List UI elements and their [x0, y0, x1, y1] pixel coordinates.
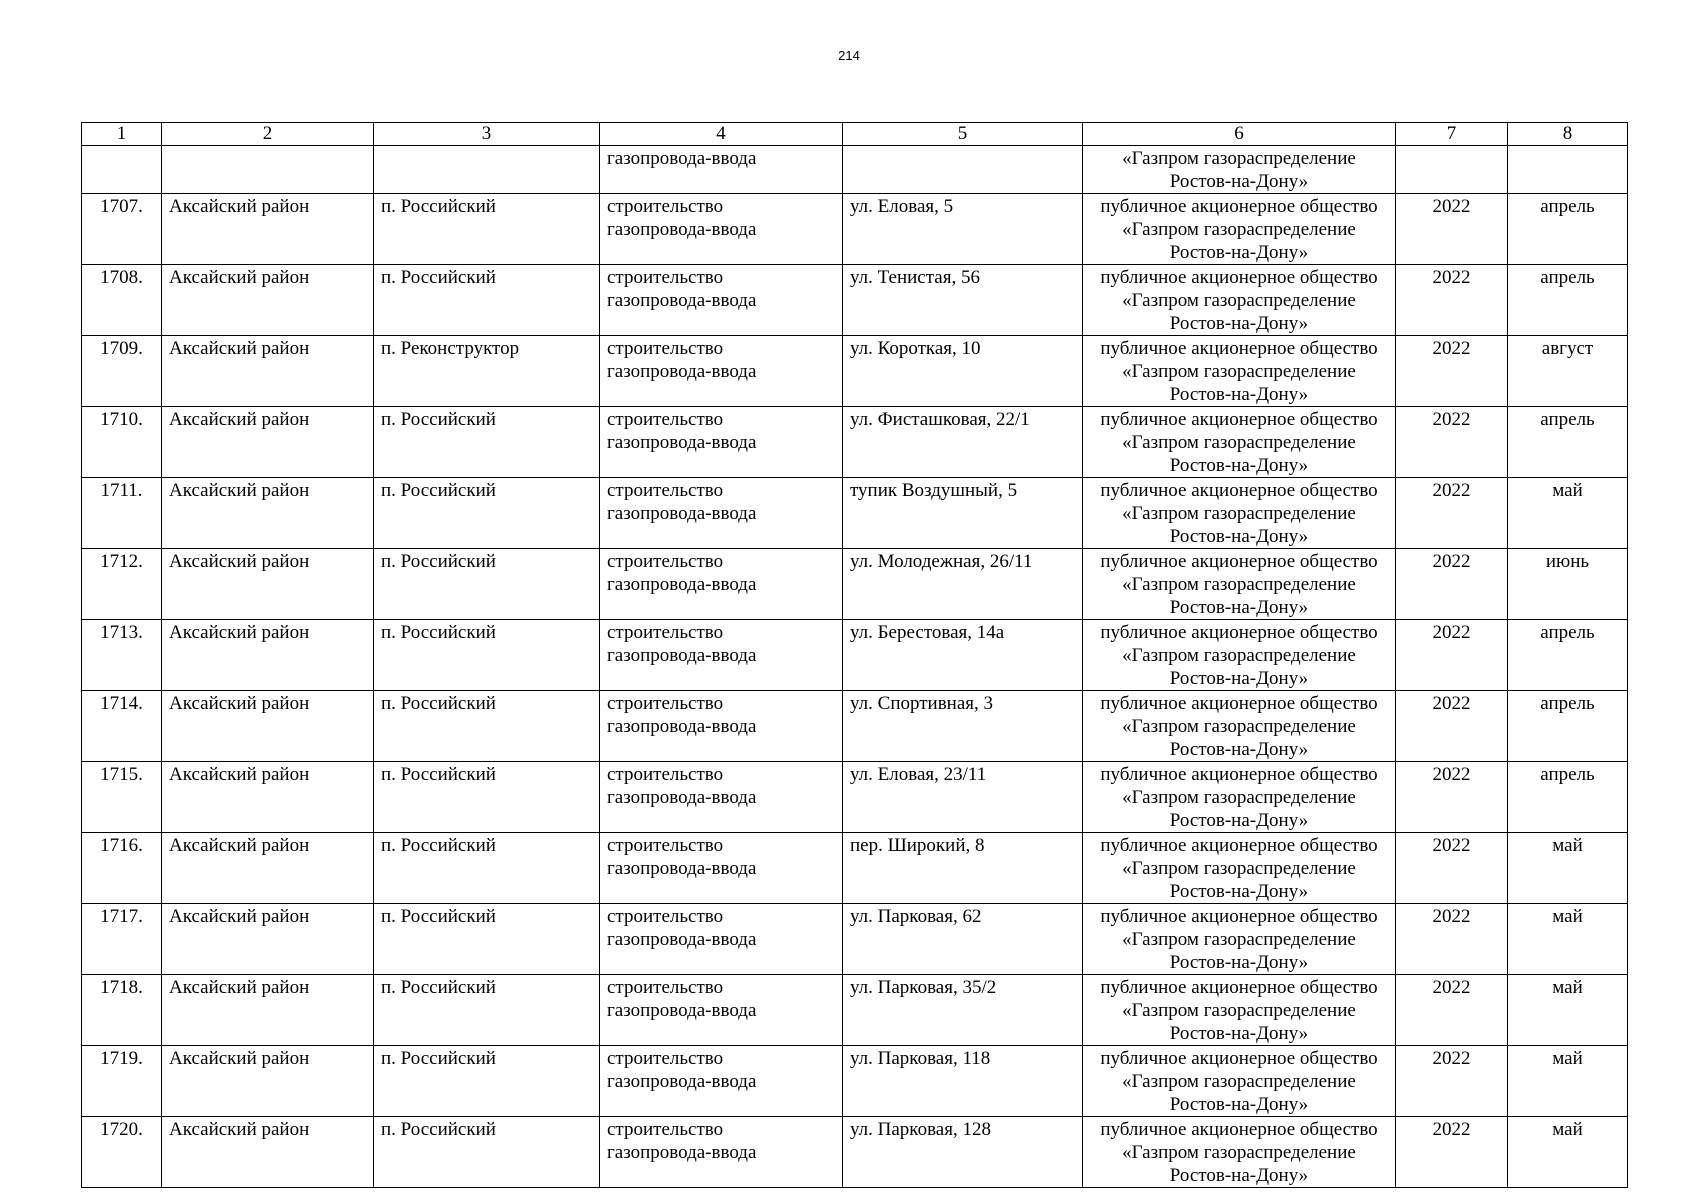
row-number-cell: 1711. — [82, 478, 162, 549]
month-cell: апрель — [1508, 620, 1628, 691]
table-row — [82, 904, 1628, 975]
work-cell-line: газопровода-ввода — [607, 716, 757, 737]
organization-cell — [1083, 620, 1396, 691]
page-number: 214 — [838, 48, 860, 63]
work-cell — [600, 336, 843, 407]
year-cell: 2022 — [1396, 1046, 1508, 1117]
year-cell: 2022 — [1396, 194, 1508, 265]
organization-cell-line: публичное акционерное общество — [1100, 267, 1378, 288]
organization-cell — [1083, 336, 1396, 407]
organization-cell — [1083, 1117, 1396, 1188]
address-cell: ул. Молодежная, 26/11 — [843, 549, 1083, 620]
district-cell — [162, 146, 374, 194]
year-cell: 2022 — [1396, 407, 1508, 478]
organization-cell-line: «Газпром газораспределение — [1122, 432, 1356, 453]
row-number-cell: 1709. — [82, 336, 162, 407]
organization-cell — [1083, 194, 1396, 265]
settlement-cell: п. Российский — [374, 1046, 600, 1117]
address-cell — [843, 146, 1083, 194]
organization-cell-line: публичное акционерное общество — [1100, 1119, 1378, 1140]
work-cell-line: строительство — [607, 267, 724, 288]
row-number-cell: 1708. — [82, 265, 162, 336]
organization-cell-line: Ростов-на-Дону» — [1169, 952, 1309, 973]
work-cell-line: строительство — [607, 622, 724, 643]
row-number-cell: 1720. — [82, 1117, 162, 1188]
organization-cell-line: Ростов-на-Дону» — [1169, 881, 1309, 902]
month-cell: май — [1508, 904, 1628, 975]
settlement-cell: п. Реконструктор — [374, 336, 600, 407]
table-row — [82, 194, 1628, 265]
work-cell-line: газопровода-ввода — [607, 645, 757, 666]
organization-cell-line: Ростов-на-Дону» — [1169, 455, 1309, 476]
table-row — [82, 336, 1628, 407]
organization-cell — [1083, 691, 1396, 762]
district-cell: Аксайский район — [162, 194, 374, 265]
column-header-6: 6 — [1083, 123, 1396, 146]
year-cell: 2022 — [1396, 549, 1508, 620]
work-cell-line: газопровода-ввода — [607, 1071, 757, 1092]
settlement-cell: п. Российский — [374, 833, 600, 904]
work-cell — [600, 833, 843, 904]
work-cell-line: строительство — [607, 480, 724, 501]
month-cell: апрель — [1508, 691, 1628, 762]
district-cell: Аксайский район — [162, 691, 374, 762]
work-cell — [600, 146, 843, 194]
district-cell: Аксайский район — [162, 265, 374, 336]
work-cell-line: строительство — [607, 835, 724, 856]
organization-cell — [1083, 407, 1396, 478]
organization-cell-line: публичное акционерное общество — [1100, 338, 1378, 359]
month-cell: июнь — [1508, 549, 1628, 620]
year-cell: 2022 — [1396, 904, 1508, 975]
row-number-cell: 1715. — [82, 762, 162, 833]
column-header-2: 2 — [162, 123, 374, 146]
district-cell: Аксайский район — [162, 762, 374, 833]
work-cell — [600, 691, 843, 762]
table-row — [82, 833, 1628, 904]
year-cell: 2022 — [1396, 833, 1508, 904]
work-cell-line: строительство — [607, 338, 724, 359]
month-cell: май — [1508, 478, 1628, 549]
settlement-cell: п. Российский — [374, 620, 600, 691]
address-cell: ул. Парковая, 35/2 — [843, 975, 1083, 1046]
organization-cell-line: «Газпром газораспределение — [1122, 1000, 1356, 1021]
month-cell — [1508, 146, 1628, 194]
work-cell-line: строительство — [607, 551, 724, 572]
work-cell-line: газопровода-ввода — [607, 574, 757, 595]
district-cell: Аксайский район — [162, 1117, 374, 1188]
work-cell-line: газопровода-ввода — [607, 1000, 757, 1021]
row-number-cell: 1717. — [82, 904, 162, 975]
settlement-cell: п. Российский — [374, 1117, 600, 1188]
organization-cell-line: «Газпром газораспределение — [1122, 929, 1356, 950]
table-header — [82, 123, 1628, 146]
address-cell: ул. Парковая, 128 — [843, 1117, 1083, 1188]
work-cell-line: строительство — [607, 977, 724, 998]
organization-cell-line: «Газпром газораспределение — [1122, 787, 1356, 808]
month-cell: май — [1508, 833, 1628, 904]
table-row — [82, 1117, 1628, 1188]
organization-cell-line: «Газпром газораспределение — [1122, 858, 1356, 879]
header-row — [82, 123, 1628, 146]
year-cell: 2022 — [1396, 265, 1508, 336]
work-cell-line: строительство — [607, 764, 724, 785]
work-cell-line: газопровода-ввода — [607, 361, 757, 382]
table-row — [82, 975, 1628, 1046]
organization-cell-line: публичное акционерное общество — [1100, 835, 1378, 856]
organization-cell — [1083, 762, 1396, 833]
table-row — [82, 1046, 1628, 1117]
month-cell: май — [1508, 1046, 1628, 1117]
work-cell-line: газопровода-ввода — [607, 858, 757, 879]
organization-cell-line: Ростов-на-Дону» — [1169, 739, 1309, 760]
organization-cell — [1083, 146, 1396, 194]
column-header-3: 3 — [374, 123, 600, 146]
organization-cell — [1083, 833, 1396, 904]
month-cell: август — [1508, 336, 1628, 407]
organization-cell-line: публичное акционерное общество — [1100, 906, 1378, 927]
table-row — [82, 478, 1628, 549]
organization-cell-line: публичное акционерное общество — [1100, 977, 1378, 998]
month-cell: май — [1508, 1117, 1628, 1188]
month-cell: апрель — [1508, 407, 1628, 478]
month-cell: май — [1508, 975, 1628, 1046]
work-cell-line: строительство — [607, 196, 724, 217]
year-cell: 2022 — [1396, 336, 1508, 407]
organization-cell-line: публичное акционерное общество — [1100, 1048, 1378, 1069]
organization-cell-line: «Газпром газораспределение — [1122, 1142, 1356, 1163]
table-row — [82, 691, 1628, 762]
year-cell: 2022 — [1396, 620, 1508, 691]
district-cell: Аксайский район — [162, 904, 374, 975]
address-cell: ул. Еловая, 5 — [843, 194, 1083, 265]
address-cell: ул. Короткая, 10 — [843, 336, 1083, 407]
organization-cell — [1083, 265, 1396, 336]
row-number-cell — [82, 146, 162, 194]
work-cell — [600, 975, 843, 1046]
organization-cell-line: «Газпром газораспределение — [1122, 645, 1356, 666]
work-cell — [600, 194, 843, 265]
settlement-cell: п. Российский — [374, 975, 600, 1046]
row-number-cell: 1707. — [82, 194, 162, 265]
district-cell: Аксайский район — [162, 407, 374, 478]
settlement-cell: п. Российский — [374, 194, 600, 265]
row-number-cell: 1710. — [82, 407, 162, 478]
organization-cell-line: Ростов-на-Дону» — [1169, 242, 1309, 263]
work-cell-line: строительство — [607, 409, 724, 430]
work-cell-line: строительство — [607, 693, 724, 714]
settlement-cell: п. Российский — [374, 265, 600, 336]
organization-cell-line: «Газпром газораспределение — [1122, 503, 1356, 524]
year-cell: 2022 — [1396, 478, 1508, 549]
month-cell: апрель — [1508, 194, 1628, 265]
work-cell-line: газопровода-ввода — [607, 1142, 757, 1163]
organization-cell-line: Ростов-на-Дону» — [1169, 313, 1309, 334]
address-cell: пер. Широкий, 8 — [843, 833, 1083, 904]
organization-cell-line: Ростов-на-Дону» — [1169, 1165, 1309, 1186]
settlement-cell: п. Российский — [374, 762, 600, 833]
organization-cell-line: Ростов-на-Дону» — [1169, 171, 1309, 192]
organization-cell-line: Ростов-на-Дону» — [1169, 526, 1309, 547]
organization-cell-line: «Газпром газораспределение — [1122, 219, 1356, 240]
table-body — [82, 146, 1628, 1188]
organization-cell-line: публичное акционерное общество — [1100, 409, 1378, 430]
district-cell: Аксайский район — [162, 549, 374, 620]
organization-cell-line: «Газпром газораспределение — [1122, 290, 1356, 311]
year-cell: 2022 — [1396, 1117, 1508, 1188]
column-header-1: 1 — [82, 123, 162, 146]
work-cell — [600, 549, 843, 620]
work-cell-line: газопровода-ввода — [607, 787, 757, 808]
organization-cell-line: публичное акционерное общество — [1100, 764, 1378, 785]
address-cell: ул. Спортивная, 3 — [843, 691, 1083, 762]
organization-cell-line: Ростов-на-Дону» — [1169, 1023, 1309, 1044]
organization-cell-line: Ростов-на-Дону» — [1169, 810, 1309, 831]
settlement-cell: п. Российский — [374, 478, 600, 549]
work-cell — [600, 478, 843, 549]
organization-cell-line: «Газпром газораспределение — [1122, 716, 1356, 737]
address-cell: тупик Воздушный, 5 — [843, 478, 1083, 549]
work-cell-line: газопровода-ввода — [607, 929, 757, 950]
organization-cell-line: Ростов-на-Дону» — [1169, 668, 1309, 689]
settlement-cell: п. Российский — [374, 549, 600, 620]
row-number-cell: 1719. — [82, 1046, 162, 1117]
schedule-table — [81, 122, 1628, 1188]
table-row — [82, 407, 1628, 478]
settlement-cell: п. Российский — [374, 904, 600, 975]
month-cell: апрель — [1508, 265, 1628, 336]
organization-cell-line: Ростов-на-Дону» — [1169, 1094, 1309, 1115]
address-cell: ул. Еловая, 23/11 — [843, 762, 1083, 833]
row-number-cell: 1714. — [82, 691, 162, 762]
year-cell: 2022 — [1396, 762, 1508, 833]
work-cell-line: строительство — [607, 1119, 724, 1140]
work-cell — [600, 904, 843, 975]
table-row — [82, 549, 1628, 620]
column-header-7: 7 — [1396, 123, 1508, 146]
year-cell: 2022 — [1396, 975, 1508, 1046]
district-cell: Аксайский район — [162, 620, 374, 691]
work-cell — [600, 762, 843, 833]
month-cell: апрель — [1508, 762, 1628, 833]
work-cell-line: газопровода-ввода — [607, 503, 757, 524]
district-cell: Аксайский район — [162, 336, 374, 407]
organization-cell-line: Ростов-на-Дону» — [1169, 384, 1309, 405]
work-cell-line: газопровода-ввода — [607, 148, 757, 169]
table-row — [82, 265, 1628, 336]
organization-cell — [1083, 1046, 1396, 1117]
row-number-cell: 1716. — [82, 833, 162, 904]
organization-cell-line: публичное акционерное общество — [1100, 622, 1378, 643]
year-cell — [1396, 146, 1508, 194]
work-cell — [600, 1117, 843, 1188]
district-cell: Аксайский район — [162, 1046, 374, 1117]
settlement-cell: п. Российский — [374, 691, 600, 762]
work-cell — [600, 620, 843, 691]
work-cell-line: строительство — [607, 1048, 724, 1069]
table-row — [82, 762, 1628, 833]
organization-cell-line: публичное акционерное общество — [1100, 693, 1378, 714]
organization-cell-line: «Газпром газораспределение — [1122, 361, 1356, 382]
organization-cell-line: «Газпром газораспределение — [1122, 148, 1356, 169]
row-number-cell: 1713. — [82, 620, 162, 691]
address-cell: ул. Парковая, 118 — [843, 1046, 1083, 1117]
address-cell: ул. Фисташковая, 22/1 — [843, 407, 1083, 478]
organization-cell — [1083, 478, 1396, 549]
row-number-cell: 1718. — [82, 975, 162, 1046]
column-header-5: 5 — [843, 123, 1083, 146]
address-cell: ул. Берестовая, 14а — [843, 620, 1083, 691]
organization-cell-line: «Газпром газораспределение — [1122, 1071, 1356, 1092]
year-cell: 2022 — [1396, 691, 1508, 762]
work-cell-line: газопровода-ввода — [607, 432, 757, 453]
organization-cell-line: Ростов-на-Дону» — [1169, 597, 1309, 618]
work-cell-line: строительство — [607, 906, 724, 927]
organization-cell — [1083, 904, 1396, 975]
organization-cell-line: публичное акционерное общество — [1100, 551, 1378, 572]
settlement-cell: п. Российский — [374, 407, 600, 478]
district-cell: Аксайский район — [162, 833, 374, 904]
table-row-continuation — [82, 146, 1628, 194]
work-cell-line: газопровода-ввода — [607, 290, 757, 311]
organization-cell-line: публичное акционерное общество — [1100, 480, 1378, 501]
work-cell — [600, 1046, 843, 1117]
column-header-4: 4 — [600, 123, 843, 146]
organization-cell — [1083, 549, 1396, 620]
district-cell: Аксайский район — [162, 975, 374, 1046]
row-number-cell: 1712. — [82, 549, 162, 620]
table-row — [82, 620, 1628, 691]
work-cell — [600, 265, 843, 336]
organization-cell — [1083, 975, 1396, 1046]
work-cell-line: газопровода-ввода — [607, 219, 757, 240]
work-cell — [600, 407, 843, 478]
address-cell: ул. Парковая, 62 — [843, 904, 1083, 975]
organization-cell-line: «Газпром газораспределение — [1122, 574, 1356, 595]
settlement-cell — [374, 146, 600, 194]
column-header-8: 8 — [1508, 123, 1628, 146]
district-cell: Аксайский район — [162, 478, 374, 549]
address-cell: ул. Тенистая, 56 — [843, 265, 1083, 336]
organization-cell-line: публичное акционерное общество — [1100, 196, 1378, 217]
